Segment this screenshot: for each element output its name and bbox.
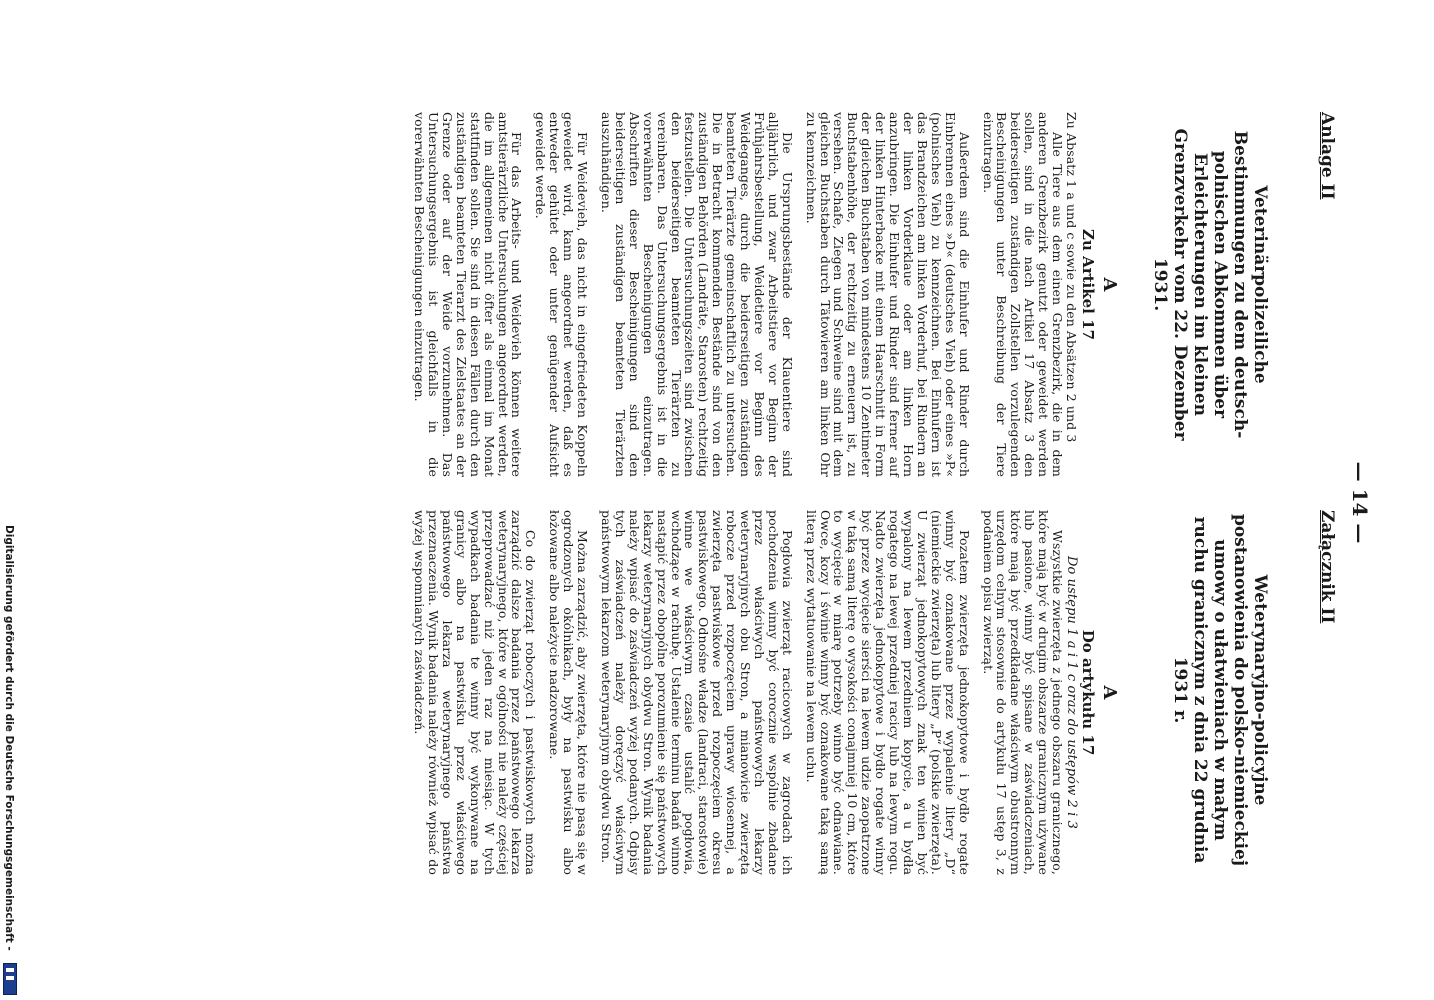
dfg-logo-icon <box>3 963 17 995</box>
german-paragraph-4: Für Weidevieh, das nicht in eingefriedeten Koppeln geweidet wird, kann angeordnet werden, daß es entweder gehütet oder unter genügender Aufsicht geweidet werde. <box>533 112 591 477</box>
polish-paragraph-1: Wszystkie zwierzęta z jednego obszaru granicznego, które mają być w drugim obszarze granicznym używane lub pasione, winny być spisane w zaświadczeniach, które mają być przedkładane właściwym obustronnym urzędom celnym stosownie do artykułu 17 ustęp 3, z podaniem opisu zwierząt. <box>980 510 1066 875</box>
german-annex-label: Anlage II <box>1317 112 1337 200</box>
polish-paragraph-5: Co do zwierząt roboczych i pastwiskowych można zarządzić dalsze badania przez państwowego lekarza weterynaryjnego, które w ogólności nie należy częściej przeprowadzać niż jeden raz na miesiąc. W tych wypadkach badania te winny być wykonywane na granicy albo na pastwisku przez właściwego państwowego lekarza weterynaryjnego państwa przeznaczenia. Wynik badania należy również wpisać do wyżej wspomnianych zaświadczeń. <box>412 510 539 875</box>
german-paragraph-intro: Zu Absatz 1 a und c sowie zu den Absätzen 2 und 3 <box>1064 112 1079 443</box>
german-section-a: A <box>1099 277 1120 292</box>
german-title: Veterinärpolizeiliche Bestimmungen zu dem deutsch-polnischen Abkommen über Erleichterungen im kleinen Grenzverkehr vom 22. Dezember 1931. <box>1150 128 1270 441</box>
page-number: — 14 — <box>1348 461 1372 544</box>
polish-title: Weterynaryjno-policyjne postanowienia do polsko-niemieckiej umowy o ułatwieniach w małym ruchu granicznym z dnia 22 grudnia 1931 r. <box>1170 513 1270 867</box>
polish-article-heading: Do artykułu 17 <box>1079 629 1097 756</box>
polish-article-text <box>412 510 1078 875</box>
german-article-heading: Zu Artikel 17 <box>1079 229 1097 340</box>
polish-section-a: A <box>1099 685 1120 700</box>
polish-paragraph-3: Pogłowia zwierząt racicowych w zagrodach ich pochodzenia winny być corocznie wspólnie zbadane przez właściwych państwowych lekarzy weterynaryjnych obu Stron, a mianowicie zwierzęta robocze przed rozpoczęciem uprawy wiosennej, a zwierzęta pastwiskowe przed rozpoczęciem okresu pastwiskowego. Odnośne władze (landraci, starostowie) winne we właściwym czasie ustalić pogłowia, wchodzące w rachubę. Ustalenie terminu badań winno nastąpić przez obopólne porozumienie się państwowych lekarzy weterynaryjnych obydwu Stron. Wynik badania należy wpisać do zaświadczeń wyżej podanych. Odpisy tych zaświadczeń należy doręczyć właściwym państwowym lekarzom weterynaryjnym obydwu Stron. <box>599 510 795 875</box>
polish-paragraph-4: Można zarządzić, aby zwierzęta, które nie pasą się w ogrodzonych okólnikach, były na pastwisku albo łożowane albo należycie nadzorowane. <box>547 510 591 875</box>
german-article-text <box>412 112 1078 477</box>
german-paragraph-1: Alle Tiere aus dem einen Grenzbezirk, die in dem anderen Grenzbezirk genutzt oder geweidet werden sollen, sind in die nach Artikel 17 Absatz 3 den beiderseitigen zuständigen Zollstellen vorzulegenden Bescheinigungen unter Beschreibung der Tiere einzutragen. <box>980 112 1066 477</box>
polish-annex-label: Załącznik II <box>1317 510 1337 624</box>
digitization-credit: Digitalisierung gefördert durch die Deutsche Forschungsgemeinschaft - <box>3 525 15 951</box>
german-paragraph-3: Die Ursprungsbestände der Klauentiere sind alljährlich, und zwar Arbeitstiere vor Beginn der Frühjahrsbestellung, Weidetiere vor Beginn des Weideganges, durch die beiderseitigen zuständigen beamteten Tierärzte gemeinschaftlich zu untersuchen. Die in Betracht kommenden Bestände sind von den zuständigen Behörden (Landräte, Starosten) rechtzeitig festzustellen. Die Untersuchungszeiten sind zwischen den beiderseitigen beamteten Tierärzten zu vereinbaren. Das Untersuchungsergebnis ist in die vorerwähnten Bescheinigungen einzutragen. Abschriften dieser Bescheinigungen sind den beiderseitigen zuständigen beamteten Tierärzten auszuhändigen. <box>599 112 795 477</box>
polish-paragraph-intro: Do ustępu 1 a i 1 c oraz do ustępów 2 i 3 <box>1064 555 1079 830</box>
german-paragraph-2: Außerdem sind die Einhufer und Rinder durch Einbrennen eines »D« (deutsches Vieh) oder eines »P« (polnisches Vieh) zu kennzeichnen. Bei Einhufern ist das Brandzeichen am linken Vorderhuf, bei Rindern an der linken Vorderklaue oder am linken Horn anzubringen. Die Einhufer und Rinder sind ferner auf der linken Hinterbacke mit einem Haarschnitt in Form der gleichen Buchstaben von mindestens 10 Zentimeter Buchstabenhöhe, der rechtzeitig zu erneuern ist, zu versehen. Schafe, Ziegen und Schweine sind mit dem gleichen Buchstaben durch Tätowieren am linken Ohr zu kennzeichnen. <box>803 112 972 477</box>
german-paragraph-5: Für das Arbeits- und Weidevieh können weitere amtstierärztliche Untersuchungen angeordnet werden, die im allgemeinen nicht öfter als einmal im Monat stattfinden sollen. Sie sind in diesen Fällen durch den zuständigen beamteten Tierarzt des Zielstaates an der Grenze oder auf der Weide vorzunehmen. Das Untersuchungsergebnis ist gleichfalls in die vorerwähnten Bescheinigungen einzutragen. <box>412 112 525 477</box>
polish-paragraph-2: Pozatem zwierzęta jednokopytowe i bydło rogate winny być oznakowane przez wypalenie litery „D“ (niemieckie zwierzęta) lub litery „P“ (polskie zwierzęta). U zwierząt jednokopytowych znak ten winien być wypalony na lewem przedniem kopycie, a u bydła rogatego na lewej przedniej racicy lub na lewym rogu. Nadto zwierzęta jednokopytowe i bydło rogate winny być przez wycięcie sierści na lewem udzie zaopatrzone w taką samą literę o wysokości conajmniej 10 cm, które to wycięcie w miarę potrzeby winno być odnawiane. Owce, kozy i świnie winny być oznakowane taką samą literą przez wytatuowanie na lewem uchu. <box>803 510 972 875</box>
